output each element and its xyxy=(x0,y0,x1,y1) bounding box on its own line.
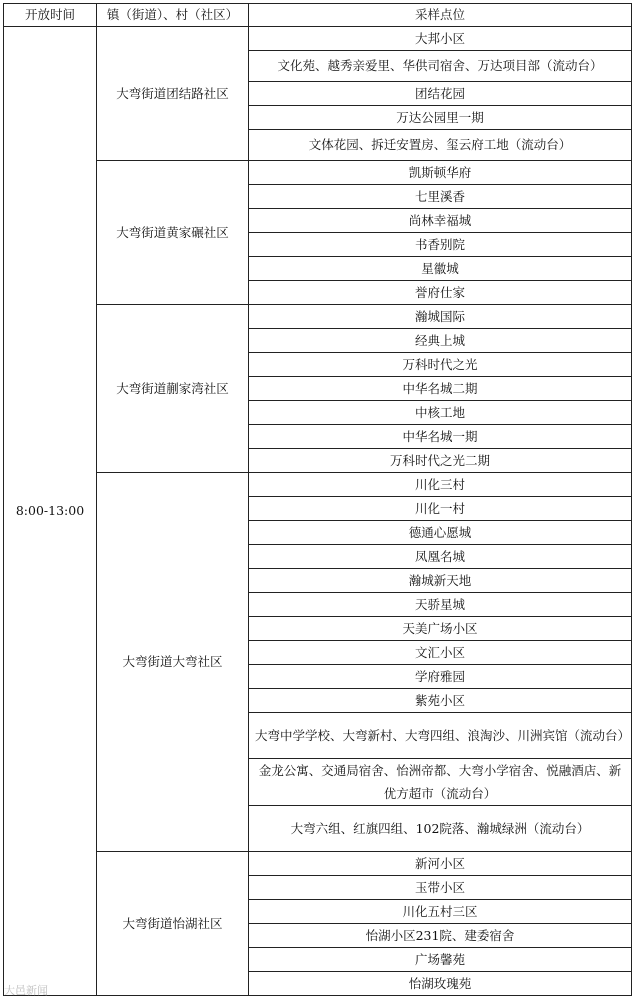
site-cell: 文汇小区 xyxy=(249,641,632,665)
community-name: 大弯街道怡湖社区 xyxy=(97,852,249,996)
site-cell: 天美广场小区 xyxy=(249,617,632,641)
site-cell: 大弯六组、红旗四组、102院落、瀚城绿洲（流动台） xyxy=(249,806,632,852)
site-cell: 中华名城二期 xyxy=(249,377,632,401)
open-time-cell: 8:00-13:00 xyxy=(4,27,97,996)
site-cell: 德通心愿城 xyxy=(249,521,632,545)
table-row xyxy=(4,305,632,329)
header-sampling-point: 采样点位 xyxy=(249,4,632,27)
site-cell: 中华名城一期 xyxy=(249,425,632,449)
site-cell: 文化苑、越秀亲爱里、华供司宿舍、万达项目部（流动台） xyxy=(249,51,632,82)
site-cell: 书香别院 xyxy=(249,233,632,257)
site-cell: 万科时代之光二期 xyxy=(249,449,632,473)
site-cell: 学府雅园 xyxy=(249,665,632,689)
site-cell: 川化五村三区 xyxy=(249,900,632,924)
community-name: 大弯街道黄家碾社区 xyxy=(97,161,249,305)
site-cell: 广场馨苑 xyxy=(249,948,632,972)
community-name: 大弯街道团结路社区 xyxy=(97,27,249,161)
site-cell: 川化一村 xyxy=(249,497,632,521)
site-cell: 万达公园里一期 xyxy=(249,106,632,130)
header-row xyxy=(4,4,632,27)
community-name: 大弯街道大弯社区 xyxy=(97,473,249,852)
site-cell: 凤凰名城 xyxy=(249,545,632,569)
site-cell: 怡湖玫瑰苑 xyxy=(249,972,632,996)
site-cell: 瀚城国际 xyxy=(249,305,632,329)
site-cell: 天骄星城 xyxy=(249,593,632,617)
site-cell: 七里溪香 xyxy=(249,185,632,209)
site-cell: 金龙公寓、交通局宿舍、怡洲帝都、大弯小学宿舍、悦融酒店、新优方超市（流动台） xyxy=(249,759,632,806)
site-cell: 万科时代之光 xyxy=(249,353,632,377)
site-cell: 团结花园 xyxy=(249,82,632,106)
site-cell: 尚林幸福城 xyxy=(249,209,632,233)
table-row xyxy=(4,27,632,51)
header-town-village: 镇（街道）、村（社区） xyxy=(97,4,249,27)
site-cell: 大邦小区 xyxy=(249,27,632,51)
header-open-time: 开放时间 xyxy=(4,4,97,27)
site-cell: 誉府仕家 xyxy=(249,281,632,305)
site-cell: 中核工地 xyxy=(249,401,632,425)
table-row xyxy=(4,852,632,876)
site-cell: 星徽城 xyxy=(249,257,632,281)
community-name: 大弯街道蒯家湾社区 xyxy=(97,305,249,473)
site-cell: 文体花园、拆迁安置房、玺云府工地（流动台） xyxy=(249,130,632,161)
site-cell: 瀚城新天地 xyxy=(249,569,632,593)
table-row xyxy=(4,161,632,185)
site-cell: 紫苑小区 xyxy=(249,689,632,713)
site-cell: 大弯中学学校、大弯新村、大弯四组、浪淘沙、川洲宾馆（流动台） xyxy=(249,713,632,759)
table-row xyxy=(4,473,632,497)
site-cell: 凯斯顿华府 xyxy=(249,161,632,185)
site-cell: 新河小区 xyxy=(249,852,632,876)
site-cell: 怡湖小区231院、建委宿舍 xyxy=(249,924,632,948)
watermark: 大邑新闻 xyxy=(4,984,48,997)
site-cell: 经典上城 xyxy=(249,329,632,353)
site-cell: 玉带小区 xyxy=(249,876,632,900)
sampling-schedule-table xyxy=(3,3,632,996)
site-cell: 川化三村 xyxy=(249,473,632,497)
